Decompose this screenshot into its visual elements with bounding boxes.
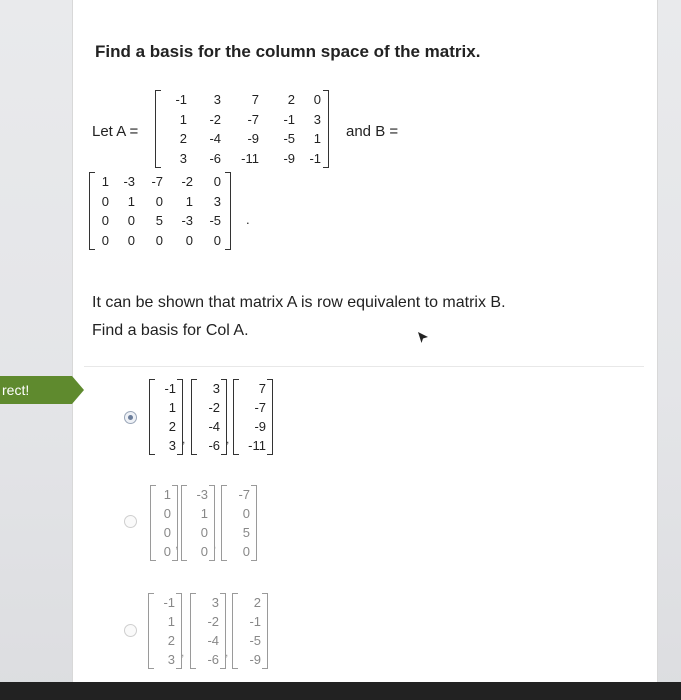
cursor-icon — [416, 331, 430, 345]
matrix-cell: 0 — [155, 232, 163, 248]
vector-cell: 2 — [253, 595, 261, 610]
vector-cell: 0 — [163, 544, 171, 559]
vector-cell: -4 — [207, 633, 219, 648]
option-1-vector-2 — [191, 379, 230, 455]
option-1-vector-1 — [149, 379, 186, 455]
option-3-vector-2 — [190, 593, 229, 669]
vector-cell: -2 — [207, 614, 219, 629]
matrix-cell: 5 — [155, 213, 163, 229]
matrix-cell: 3 — [213, 193, 221, 209]
matrix-cell: 0 — [185, 232, 193, 248]
matrix-cell: 0 — [127, 232, 135, 248]
option-1-radio[interactable] — [124, 411, 137, 424]
matrix-cell: 1 — [101, 174, 109, 190]
vector-cell: -9 — [254, 419, 266, 434]
matrix-cell: -5 — [283, 131, 295, 147]
vector-cell: -4 — [208, 419, 220, 434]
matrix-cell: 1 — [313, 131, 321, 147]
vector-cell: 3 — [212, 381, 220, 396]
matrix-cell: -6 — [209, 150, 221, 166]
option-2-vector-1 — [150, 485, 178, 561]
matrix-cell: -2 — [181, 174, 193, 190]
vector-cell: 1 — [167, 614, 175, 629]
bracket-right — [267, 379, 273, 455]
question-title: Find a basis for the column space of the matrix. — [95, 42, 481, 61]
matrix-b — [89, 172, 231, 250]
matrix-cell: 3 — [179, 150, 187, 166]
vector-cell: 0 — [242, 506, 250, 521]
matrix-cell: -9 — [283, 150, 295, 166]
vector-cell: -5 — [249, 633, 261, 648]
vector-cell: -11 — [248, 438, 266, 453]
vector-cell: 3 — [167, 652, 175, 667]
vector-cell: -2 — [208, 400, 220, 415]
option-2-vector-3 — [221, 485, 257, 561]
vector-cell: -7 — [254, 400, 266, 415]
and-b-label: and B = — [346, 123, 399, 140]
matrix-cell: 2 — [179, 131, 187, 147]
vector-cell: 0 — [163, 506, 171, 521]
matrix-cell: -11 — [241, 150, 259, 166]
matrix-cell: 0 — [101, 193, 109, 209]
vector-cell: 1 — [200, 506, 208, 521]
vector-cell: -6 — [207, 652, 219, 667]
matrix-cell: 1 — [185, 193, 193, 209]
vector-cell: 0 — [200, 544, 208, 559]
matrix-cell: 0 — [213, 232, 221, 248]
matrix-cell: -9 — [247, 131, 259, 147]
comma: , — [213, 537, 217, 551]
matrix-cell: 0 — [101, 232, 109, 248]
bracket-right — [251, 485, 257, 561]
let-a-label: Let A = — [92, 123, 139, 140]
matrix-cell: -1 — [283, 111, 295, 127]
matrix-cell: 7 — [251, 92, 259, 108]
matrix-cell: -1 — [309, 150, 321, 166]
vector-cell: 1 — [168, 400, 176, 415]
matrix-cell: 1 — [127, 193, 135, 209]
matrix-b-period: . — [246, 212, 250, 227]
matrix-cell: -7 — [151, 174, 163, 190]
matrix-a — [155, 90, 329, 168]
matrix-cell: -1 — [175, 92, 187, 108]
vector-cell: 7 — [258, 381, 266, 396]
option-2-radio[interactable] — [124, 515, 137, 528]
matrix-cell: 0 — [127, 213, 135, 229]
option-3-radio[interactable] — [124, 624, 137, 637]
matrix-cell: 2 — [287, 92, 295, 108]
matrix-cell: -7 — [247, 111, 259, 127]
vector-cell: -7 — [238, 487, 250, 502]
option-1-vector-3 — [233, 379, 273, 455]
matrix-cell: 3 — [213, 92, 221, 108]
option-2-vector-2 — [181, 485, 215, 561]
vector-cell: -1 — [163, 595, 175, 610]
matrix-cell: 0 — [101, 213, 109, 229]
vector-cell: 1 — [163, 487, 171, 502]
matrix-cell: 0 — [155, 193, 163, 209]
vector-cell: 0 — [163, 525, 171, 540]
vector-cell: -1 — [164, 381, 176, 396]
matrix-cell: -5 — [209, 213, 221, 229]
option-3-vector-1 — [148, 593, 185, 669]
vector-cell: -6 — [208, 438, 220, 453]
correct-badge-arrow — [72, 376, 84, 404]
vector-cell: -1 — [249, 614, 261, 629]
question-prompt: It can be shown that matrix A is row equivalent to matrix B. Find a basis for Col A. — [92, 294, 506, 339]
vector-cell: 0 — [200, 525, 208, 540]
matrix-cell: -3 — [123, 174, 135, 190]
matrix-cell: -2 — [209, 111, 221, 127]
matrix-cell: 3 — [313, 111, 321, 127]
vector-cell: 3 — [168, 438, 176, 453]
matrix-cell: 1 — [179, 111, 187, 127]
vector-cell: 0 — [242, 544, 250, 559]
vector-cell: 3 — [211, 595, 219, 610]
matrix-cell: 0 — [313, 92, 321, 108]
vector-cell: 2 — [167, 633, 175, 648]
option-3-vector-3 — [232, 593, 268, 669]
vector-cell: 2 — [168, 419, 176, 434]
comma: , — [225, 645, 229, 659]
vector-cell: -9 — [249, 652, 261, 667]
comma: , — [226, 432, 230, 446]
bracket-right — [262, 593, 268, 669]
matrix-b-right-bracket — [225, 172, 231, 250]
vector-cell: 5 — [242, 525, 250, 540]
comma: , — [175, 537, 179, 551]
bottom-bar — [0, 682, 681, 700]
matrix-cell: -3 — [181, 213, 193, 229]
matrix-cell: -4 — [209, 131, 221, 147]
vector-cell: -3 — [196, 487, 208, 502]
comma: , — [181, 645, 185, 659]
matrix-cell: 0 — [213, 174, 221, 190]
comma: , — [182, 432, 186, 446]
correct-badge: rect! — [0, 376, 72, 404]
divider — [84, 366, 644, 367]
matrix-a-right-bracket — [323, 90, 329, 168]
